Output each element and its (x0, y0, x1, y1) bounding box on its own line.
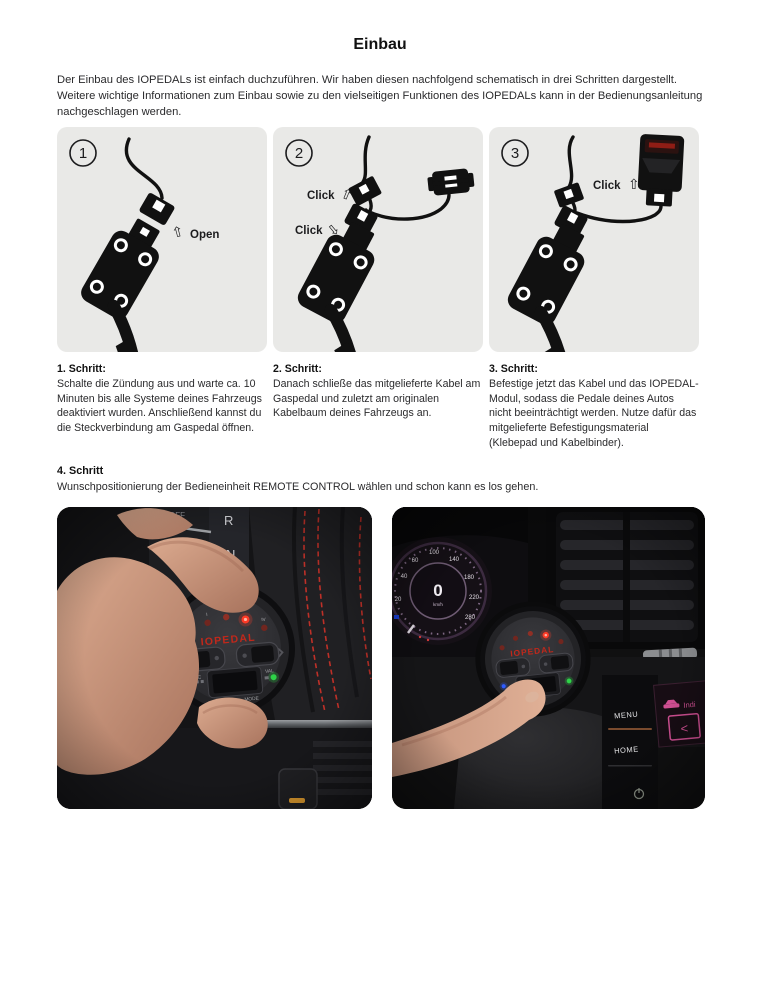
photo-remote-mounted (392, 507, 705, 809)
diagram-panel-row (57, 127, 699, 352)
step-3-heading: 3. Schritt: (489, 363, 538, 375)
click-label: Click (593, 180, 621, 192)
svg-text:3: 3 (510, 145, 520, 162)
step-number-badge (286, 140, 312, 166)
step-number-badge (70, 140, 96, 166)
diagram-step-2-illustration (273, 127, 483, 352)
step-4-text (57, 464, 707, 495)
step-2-body: Danach schließe das mitgelieferte Kabel am Gaspedal und zuletzt am originalen Kabelbaum deines Fahrzeugs an. (273, 377, 481, 420)
diagram-step-1-illustration (57, 127, 267, 352)
step-1-body: Schalte die Zündung aus und warte ca. 10 Minuten bis alle Systeme deines Fahrzeugs deaktiviert wurden. Anschließend kannst du die Steckverbindung am Gaspedal öffnen. (57, 377, 262, 435)
click-label-bottom: Click (295, 225, 323, 237)
step-1-text (57, 362, 267, 451)
diagram-step-3 (489, 127, 699, 352)
svg-text:2: 2 (294, 145, 304, 162)
vignette (57, 507, 372, 809)
open-arrow-icon: ⇧ (169, 222, 186, 242)
cable-sweep (577, 206, 661, 222)
step-text-row (57, 362, 699, 451)
pedal-illustration (489, 217, 655, 352)
diagram-step-2 (273, 127, 483, 352)
cable-original (363, 137, 369, 182)
cable-original (569, 137, 573, 187)
cable-sweep (367, 195, 449, 219)
diagram-step-3-illustration (489, 127, 699, 352)
diagram-step-1 (57, 127, 267, 352)
step-3-text (489, 362, 699, 451)
step-number-badge (502, 140, 528, 166)
click-arrow-bottom-icon: ⇧ (323, 219, 343, 240)
vignette (392, 507, 705, 809)
connector-inline (554, 182, 585, 208)
page-title: Einbau (353, 36, 407, 53)
click-arrow-icon: ⇧ (628, 176, 640, 192)
connector-plug (139, 192, 176, 226)
step-4-body: Wunschpositionierung der Bedieneinheit REMOTE CONTROL wählen und schon kann es los gehen. (57, 480, 539, 493)
intro-text: Der Einbau des IOPEDALs ist einfach duchzuführen. Wir haben diesen nachfolgend schematisch in drei Schritten dargestellt. Weitere wichtige Informationen zum Einbau sowie zu den vielseitigen Funktionen des IOPEDALs kann in der Bedienungsanleitung nachgeschlagen werden. (57, 74, 703, 119)
step-4-heading: 4. Schritt (57, 465, 104, 477)
step-2-text (273, 362, 483, 451)
iopedal-module (637, 134, 685, 207)
photo-row (57, 507, 705, 809)
step-3-body: Befestige jetzt das Kabel und das IOPEDAL-Modul, sodass die Pedale deines Autos nicht beeinträchtigt werden. Nutze dafür das mitgelieferte Befestigungsmaterial (Klebepad und Kabelbinder). (489, 377, 699, 450)
step-1-heading: 1. Schritt: (57, 363, 106, 375)
photo-remote-in-hand (57, 507, 372, 809)
harness-connector (427, 168, 475, 197)
step-2-heading: 2. Schritt: (273, 363, 322, 375)
open-label: Open (190, 229, 220, 241)
svg-text:1: 1 (78, 145, 88, 162)
cable (126, 139, 162, 198)
click-arrow-top-icon: ⇧ (338, 184, 356, 204)
click-label-top: Click (307, 190, 335, 202)
